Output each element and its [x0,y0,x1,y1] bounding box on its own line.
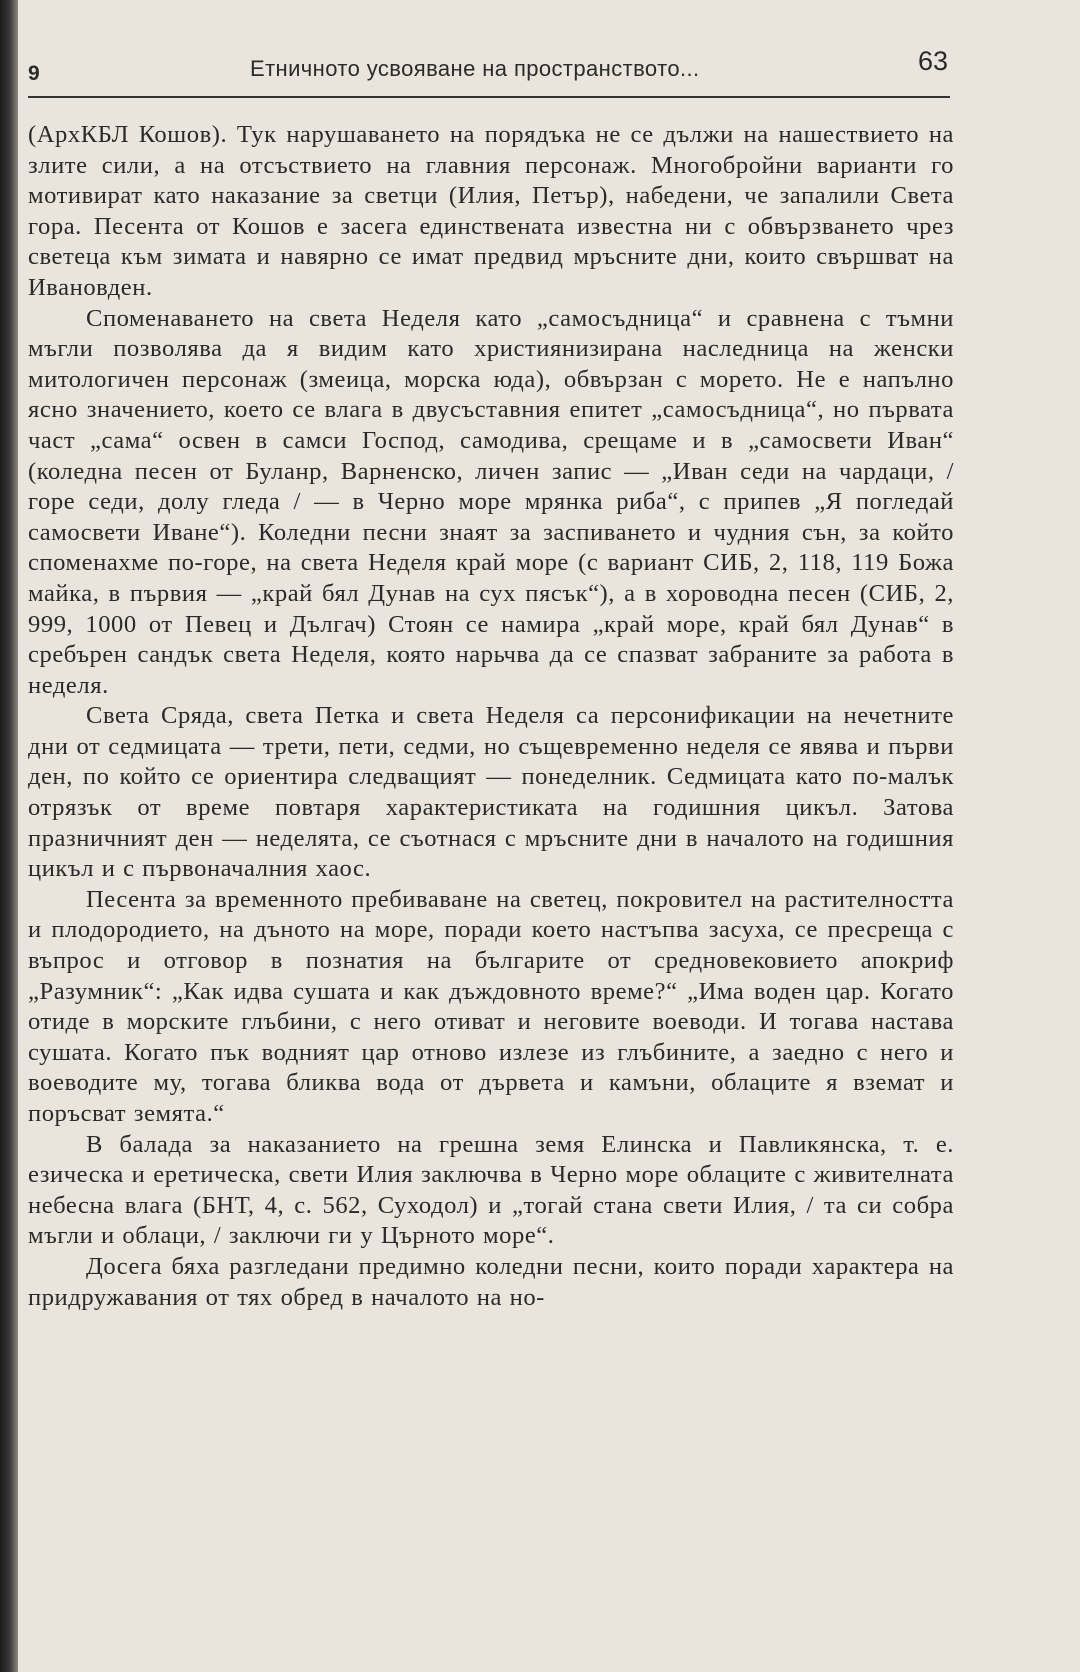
page-number: 63 [917,46,948,76]
folio-left: 9 [28,62,40,85]
paragraph-1: (АрхКБЛ Кошов). Тук нарушаването на порядъка не се дължи на нашествието на злите сили, а на отсъствието на главния персонаж. Многобройни варианти го мотивират като наказание за светци (Илия, Петър), набедени, че запалили Света гора. Песента от Кошов е засега единствената известна ни с обвързването чрез светеца към зимата и навярно се имат предвид мръсните дни, които свършват на Ивановден. [28,121,954,301]
page-header [28,46,954,90]
paragraph-5: В балада за наказанието на грешна земя Елинска и Павликянска, т. е. езическа и еретическа, свети Илия заключва в Черно море облаците с живителната небесна влага (БНТ, 4, с. 562, Суходол) и „тогай стана свети Илия, / та си собра мъгли и облаци, / заключи ги у Църното море“. [28,1130,954,1250]
book-page [24,0,1064,1672]
paragraph-3: Света Сряда, света Петка и света Неделя са персонификации на нечетните дни от седмицата — трети, пети, седми, но същевременно неделя се явява и първи ден, по който се ориентира следващият — понеделник. Седмицата като по-малък отрязък от време повтаря характеристиката на годишния цикъл. Затова празничният ден — неделята, се съотнася с мръсните дни в началото на годишния цикъл и с първоначалния хаос. [28,702,954,883]
running-head: Етничното усвояване на пространството... [250,56,700,81]
header-rule [28,96,950,98]
paragraph-4: Песента за временното пребиваване на светец, покровител на растителността и плодородието, на дъното на море, поради което настъпва засуха, се пресреща с въпрос и отговор в познатия на българите от средновековието апокриф „Разумник“: „Как идва сушата и как дъждовното време?“ „Има воден цар. Когато отиде в морските глъбини, с него отиват и неговите воеводи. И тогава настава сушата. Когато пък водният цар отново излезе из глъбините, а заедно с него и воеводите му, тогава бликва вода от дървета и камъни, облаците я вземат и поръсват земята.“ [28,885,954,1127]
paragraph-2: Споменаването на света Неделя като „самосъдница“ и сравнена с тъмни мъгли позволява да я видим като християнизирана наследница на женски митологичен персонаж (змеица, морска юда), обвързан с морето. Не е напълно ясно значението, което се влага в двусъставния епитет „самосъдница“, но първата част „сама“ освен в самси Господ, самодива, срещаме и в „самосвети Иван“ (коледна песен от Буланр, Варненско, личен запис — „Иван седи на чардаци, / горе седи, долу гледа / — в Черно море мрянка риба“, с припев „Я погледай самосвети Иване“). Коледни песни знаят за заспиването и чудния сън, за който споменахме по-горе, на света Неделя край море (с вариант СИБ, 2, 118, 119 Божа майка, в първия — „край бял Дунав на сух пясък“), а в хороводна песен (СИБ, 2, 999, 1000 от Певец и Дългач) Стоян се намира „край море, край бял Дунав“ в сребърен сандък света Неделя, която нарьчва да се спазват забраните за работа в неделя. [28,304,954,699]
book-spine-shadow [0,0,18,1672]
body-text [28,120,954,1313]
paragraph-6: Досега бяха разгледани предимно коледни песни, които поради характера на придружавания от тях обред в началото на но- [28,1252,954,1311]
